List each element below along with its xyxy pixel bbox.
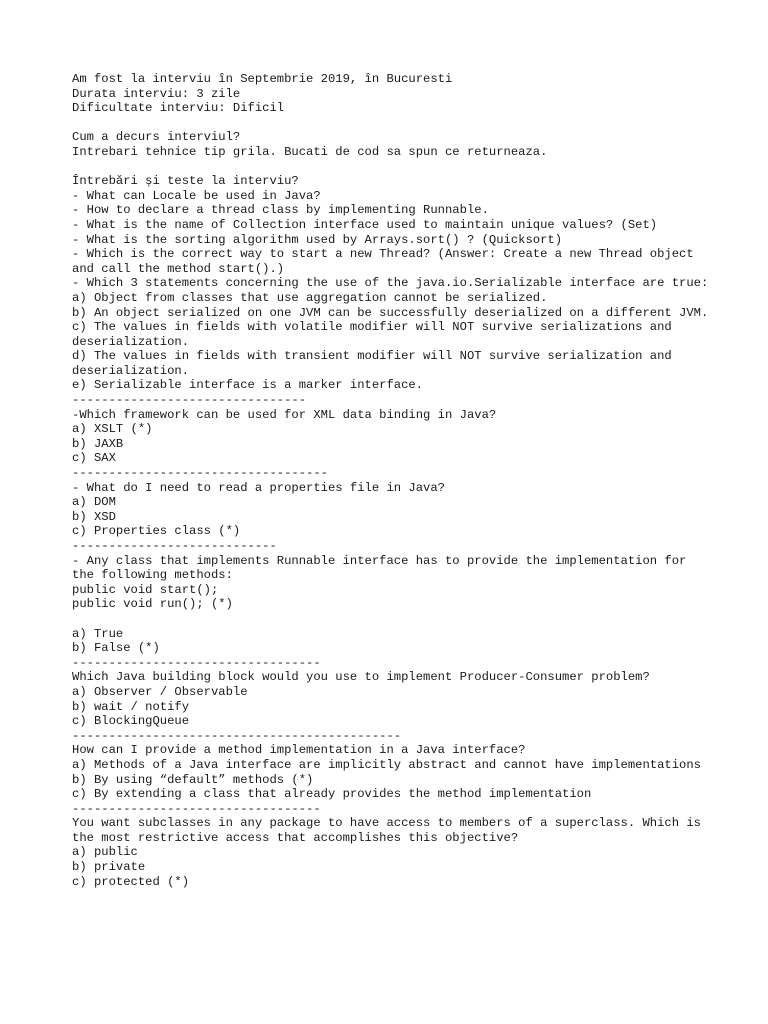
text-line: Intrebari tehnice tip grila. Bucati de cod sa spun ce returneaza. xyxy=(72,144,548,159)
text-line: - How to declare a thread class by implementing Runnable. xyxy=(72,203,489,218)
text-line: Întrebări și teste la interviu? xyxy=(72,174,299,189)
text-line: - Which is the correct way to start a new Thread? (Answer: Create a new Thread object and call the method start().) xyxy=(72,247,701,276)
text-line: e) Serializable interface is a marker interface. xyxy=(72,378,424,393)
text-line: a) DOM xyxy=(72,495,116,510)
text-line: c) protected (*) xyxy=(72,874,190,889)
text-line: b) False (*) xyxy=(72,641,160,656)
text-line: a) Object from classes that use aggregation cannot be serialized. xyxy=(72,290,548,305)
text-line: c) SAX xyxy=(72,451,116,466)
text-line: b) XSD xyxy=(72,509,116,524)
text-line: b) JAXB xyxy=(72,436,124,451)
text-line: -Which framework can be used for XML data binding in Java? xyxy=(72,407,497,422)
text-line: How can I provide a method implementation in a Java interface? xyxy=(72,743,526,758)
text-line: a) XSLT (*) xyxy=(72,422,153,437)
text-line: b) An object serialized on one JVM can be successfully deserialized on a different JVM. xyxy=(72,305,709,320)
text-line: c) Properties class (*) xyxy=(72,524,241,539)
text-line: ---------------------------------- xyxy=(72,801,321,816)
text-line: Durata interviu: 3 zile xyxy=(72,86,241,101)
text-line: a) Observer / Observable xyxy=(72,684,248,699)
text-line: Dificultate interviu: Dificil xyxy=(72,101,285,116)
text-line: - What is the name of Collection interface used to maintain unique values? (Set) xyxy=(72,217,658,232)
text-line: c) The values in fields with volatile modifier will NOT survive serializations and deserialization. xyxy=(72,320,680,349)
text-line: b) wait / notify xyxy=(72,699,190,714)
document-page xyxy=(72,72,712,889)
text-line: c) BlockingQueue xyxy=(72,714,190,729)
text-line: public void run(); (*) xyxy=(72,597,233,612)
text-line: - Which 3 statements concerning the use of the java.io.Serializable interface are true: xyxy=(72,276,709,291)
text-line: You want subclasses in any package to have access to members of a superclass. Which is the most restrictive access that accomplishes this objective? xyxy=(72,816,709,845)
text-line: c) By extending a class that already provides the method implementation xyxy=(72,787,592,802)
blank-line xyxy=(72,116,712,131)
text-line: - What is the sorting algorithm used by Arrays.sort() ? (Quicksort) xyxy=(72,232,563,247)
text-line: b) private xyxy=(72,860,146,875)
text-line: d) The values in fields with transient modifier will NOT survive serialization and deserialization. xyxy=(72,349,680,378)
text-line: a) True xyxy=(72,626,124,641)
text-line: a) public xyxy=(72,845,138,860)
text-line: Am fost la interviu în Septembrie 2019, în Bucuresti xyxy=(72,72,453,86)
text-line: Which Java building block would you use to implement Producer-Consumer problem? xyxy=(72,670,650,685)
text-line: - What do I need to read a properties file in Java? xyxy=(72,480,445,495)
text-line: ----------------------------------- xyxy=(72,466,328,481)
text-line: - What can Locale be used in Java? xyxy=(72,188,321,203)
blank-line xyxy=(72,160,712,175)
text-line: ---------------------------- xyxy=(72,539,277,553)
text-line: --------------------------------------------- xyxy=(72,728,402,743)
text-line: public void start(); xyxy=(72,582,219,597)
blank-line xyxy=(72,612,712,627)
text-line: - Any class that implements Runnable interface has to provide the implementation for the following methods: xyxy=(72,553,694,583)
text-line: -------------------------------- xyxy=(72,393,307,408)
text-line: ---------------------------------- xyxy=(72,655,321,670)
text-line: Cum a decurs interviul? xyxy=(72,130,241,145)
text-line: b) By using “default” methods (*) xyxy=(72,772,314,787)
text-line: a) Methods of a Java interface are implicitly abstract and cannot have implementations xyxy=(72,757,701,772)
